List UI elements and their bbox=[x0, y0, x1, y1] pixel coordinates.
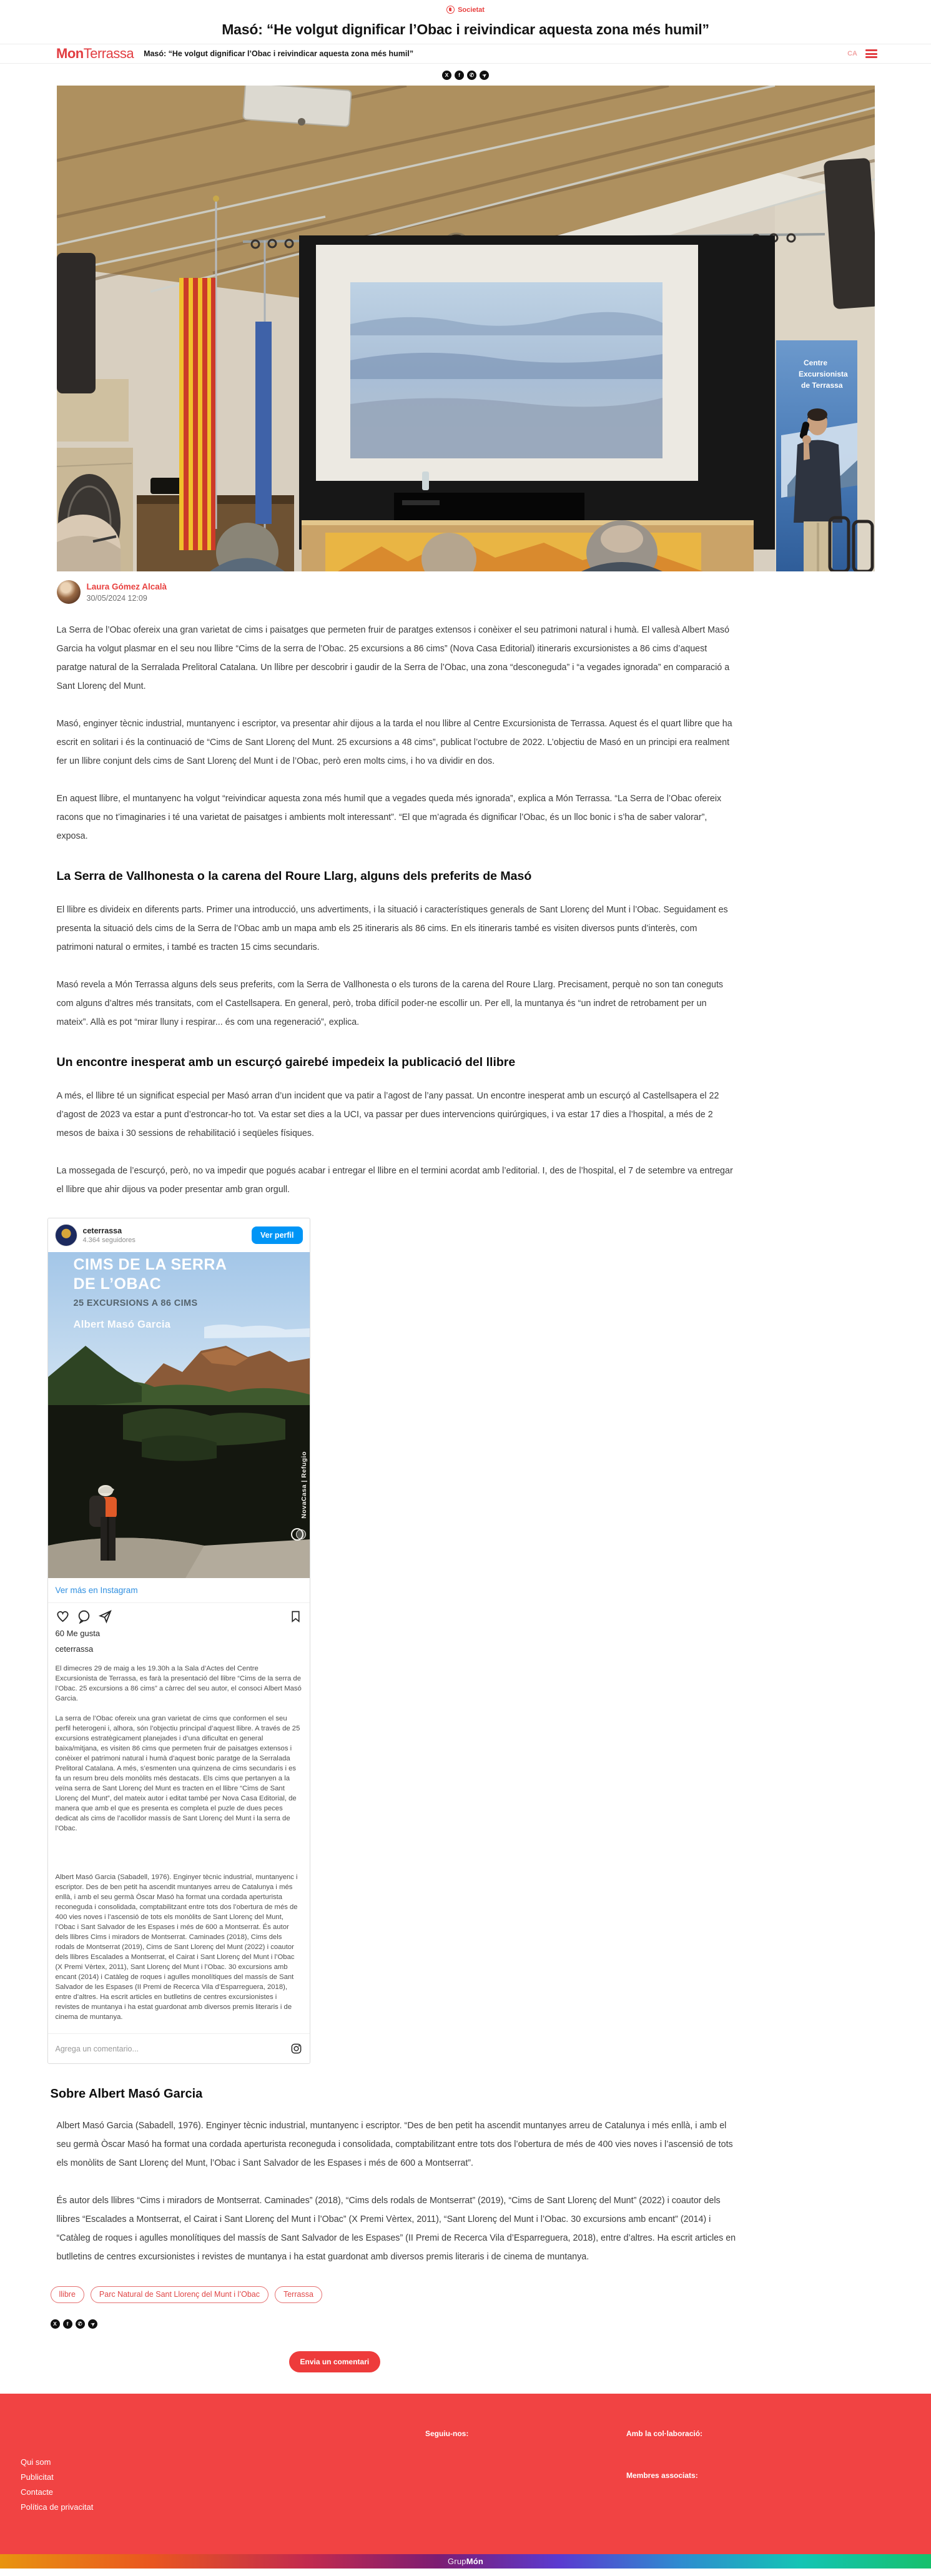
instagram-actions bbox=[48, 1603, 310, 1625]
navbar-article-title: Masó: “He volgut dignificar l’Obac i reivindicar aquesta zona més humil” bbox=[144, 49, 414, 58]
footer-collab-heading: Amb la col·laboració: bbox=[626, 2429, 703, 2438]
monterrassa-logo[interactable] bbox=[56, 46, 134, 62]
article-paragraph: En aquest llibre, el muntanyenc ha volgut “reivindicar aquesta zona més humil que a vegades queda més ignorada”, explica a Món Terrassa. “La Serra de l’Obac ofereix racons que no t’imaginaries i té una varietat de paisatges i ambients molt interessant”. “El que m’agrada és dignificar l’Obac, és un lloc bonic i s’ha de saber valorar”, exposa. bbox=[56, 794, 722, 841]
share-telegram-icon[interactable]: ➤ bbox=[480, 71, 489, 80]
comment-icon[interactable] bbox=[77, 1609, 91, 1624]
about-paragraph: És autor dels llibres “Cims i miradors de Montserrat. Caminades” (2018), “Cims dels rodals de Montserrat” (2019), “Cims de Sant Llorenç del Munt” (2022) i coautor dels llibres “Escalades a Montserrat, el Cairat i Sant Llorenç del Munt i l’Obac” (X Premi Vèrtex, 2011), “Sant Llorenç del Munt i l’Obac. 30 excursions amb encant” (2014) i “Catàleg de roques i agulles monolítiques del massís de Sant Salvador de les Espases” (II Premi de Recerca Vila d’Esparreguera, 2018), entre d’altres. Ha escrit articles en butlletins de centres excursionistes i revistes de muntanya i ha estat guardonat amb diversos premis literaris i de cinema de muntanya. bbox=[56, 2196, 736, 2262]
bottom-spacer bbox=[0, 2569, 931, 2576]
instagram-view-more-link[interactable]: Ver más en Instagram bbox=[48, 1578, 310, 1603]
tag-list bbox=[51, 2286, 875, 2303]
tag-llibre[interactable]: llibre bbox=[51, 2286, 84, 2303]
article-hero-photo bbox=[57, 86, 875, 571]
author-avatar[interactable] bbox=[57, 580, 81, 604]
instagram-comment-row bbox=[48, 2033, 310, 2063]
comment-input[interactable]: Agrega un comentario... bbox=[55, 2044, 139, 2053]
navbar-right bbox=[847, 49, 877, 58]
section-heading-escurco: Un encontre inesperat amb un escurçó gairebé impedeix la publicació del llibre bbox=[56, 1055, 516, 1069]
section-heading-vallhonesta: La Serra de Vallhonesta o la carena del Roure Llarg, alguns dels preferits de Masó bbox=[56, 869, 532, 883]
instagram-caption: La serra de l’Obac ofereix una gran varietat de cims que conformen el seu perfil heterogeni i, alhora, són l’objectiu principal d’aquest llibre. A través de 25 excursions estratègicament planejades i d’una dificultat en general baixa/mitjana, es visiten 86 cims que permeten fruir de paisatges extensos i conèixer el patrimoni natural i humà d’aquest bonic paratge de la Serralada Prelitoral Catalana. A més, s’esmenten una quinzena de cims secundaris i es fa un resum breu dels monòlits més destacats. Els cims que pertanyen a la veïna serra de Sant Llorenç del Munt es tracten en el llibre “Cims de Sant Llorenç del Munt”, del mateix autor i editat també per Nova Casa Editorial, de manera que amb el que es presenta es completa el puzle de dues peces dedicat als cims de l’acollidor massís de Sant Llorenç del Munt i la serra de l’Obac. bbox=[55, 1715, 300, 1832]
language-switcher[interactable]: CA bbox=[847, 50, 857, 57]
footer-members-heading: Membres associats: bbox=[626, 2471, 698, 2480]
article-paragraph: A més, el llibre té un significat especial per Masó arran d’un incident que va patir a l’agost de l’any passat. Un encontre inesperat amb un escurçó al Castellsapera el 22 d’agost de 2023 va estar a punt d’estroncar-ho tot. Va estar set dies a la UCI, va passar per dues intervencions quirúrgiques, i va estar 17 dies a l’hospital, a més de 2 mesos de baixa i 30 sessions de rehabilitació i seqüeles físiques. bbox=[56, 1091, 719, 1138]
instagram-caption: El dimecres 29 de maig a les 19.30h a la Sala d’Actes del Centre Excursionista de Terrassa, es farà la presentació del llibre “Cims de la serra de l’Obac. 25 excursions a 86 cims” a càrrec del seu autor, el consoci Albert Masó Garcia. bbox=[55, 1665, 302, 1702]
article-paragraph: La Serra de l’Obac ofereix una gran varietat de cims i paisatges que permeten fruir de paratges extensos i conèixer el seu patrimoni natural i humà. El vallesà Albert Masó Garcia ha volgut plasmar en el seu nou llibre “Cims de la serra de l’Obac. 25 excursions a 86 cims” (Nova Casa Editorial) itineraris excursionistes a 86 cims d’aquest paratge natural de la Serralada Prelitoral Catalana. Un llibre per descobrir i gaudir de la Serra de l’Obac, una zona “desconeguda” i “a vegades ignorada” en comparació a Sant Llorenç del Munt. bbox=[56, 625, 730, 691]
cover-author: Albert Masó Garcia bbox=[73, 1319, 171, 1330]
like-heart-icon[interactable] bbox=[56, 1609, 70, 1624]
societat-logo-icon bbox=[446, 6, 455, 14]
top-strip bbox=[0, 0, 931, 38]
cover-title: CIMS DE LA SERRA DE L’OBAC bbox=[73, 1256, 227, 1293]
banner-text-line3: de Terrassa bbox=[800, 381, 842, 390]
share-row-bottom bbox=[51, 2319, 875, 2329]
page-title: Masó: “He volgut dignificar l’Obac i reivindicar aquesta zona més humil” bbox=[222, 21, 709, 37]
publisher-logo-icon bbox=[296, 1529, 306, 1539]
share-facebook-icon[interactable]: f bbox=[63, 2319, 72, 2329]
instagram-embed bbox=[47, 1218, 310, 2064]
grupmon-bar bbox=[0, 2554, 931, 2569]
article-body bbox=[50, 621, 875, 2372]
instagram-embed-header bbox=[48, 1218, 310, 1252]
author-name[interactable]: Laura Gómez Alcalà bbox=[86, 581, 167, 591]
logo-terrassa: Terrassa bbox=[83, 46, 134, 61]
about-heading: Sobre Albert Masó Garcia bbox=[50, 2087, 203, 2101]
cover-watermark: NovaCasa | Refugio bbox=[300, 1451, 308, 1519]
footer-link-privacitat[interactable]: Política de privacitat bbox=[21, 2502, 94, 2512]
article-paragraph: Masó, enginyer tècnic industrial, muntanyenc i escriptor, va presentar ahir dijous a la tarda el nou llibre al Centre Excursionista de Terrassa. Aquest és el quart llibre que ha escrit en solitari i és la continuació de “Cims de Sant Llorenç del Munt. 25 excursions a 48 cims”, publicat l’octubre de 2022. L’objectiu de Masó en un principi era realment fer un llibre conjunt dels cims de Sant Llorenç del Munt i de l’Obac, però eren molts cims, i ho va dividir en dos. bbox=[56, 719, 732, 766]
instagram-followers: 4.364 seguidores bbox=[82, 1236, 135, 1244]
share-facebook-icon[interactable]: f bbox=[455, 71, 464, 80]
menu-hamburger-icon[interactable] bbox=[865, 49, 877, 58]
banner-text-line2: Excursionista bbox=[798, 370, 848, 378]
tag-terrassa[interactable]: Terrassa bbox=[275, 2286, 322, 2303]
grupmon-logo[interactable]: GrupMón bbox=[447, 2557, 483, 2566]
article-paragraph: El llibre es divideix en diferents parts. Primer una introducció, uns advertiments, i la situació i característiques generals de Sant Llorenç del Munt i l’Obac. Seguidament es presenta la situació dels cims de la Serra de l’Obac amb un mapa amb els 25 itineraris als 86 cims. En els itineraris també es visiten diversos punts d’interès, com patrimoni natural o ermites, i també es tracten 15 cims secundaris. bbox=[56, 905, 728, 952]
share-telegram-icon[interactable]: ➤ bbox=[88, 2319, 97, 2329]
category-link[interactable] bbox=[446, 6, 485, 14]
share-row-top bbox=[0, 71, 931, 80]
instagram-username[interactable]: ceterrassa bbox=[82, 1226, 122, 1235]
footer-links bbox=[21, 2455, 93, 2515]
article-paragraph: La mossegada de l’escurçó, però, no va impedir que pogués acabar i entregar el llibre en el termini acordat amb l’editorial. I, des de l’hospital, el 7 de setembre va entregar el llibre que ahir dijous va poder presentar amb gran orgull. bbox=[56, 1166, 733, 1195]
share-x-icon[interactable]: X bbox=[51, 2319, 60, 2329]
bookmark-icon[interactable] bbox=[289, 1610, 302, 1623]
share-whatsapp-icon[interactable]: ✆ bbox=[467, 71, 476, 80]
share-plane-icon[interactable] bbox=[98, 1609, 112, 1624]
instagram-caption: Albert Masó Garcia (Sabadell, 1976). Enginyer tècnic industrial, muntanyenc i escriptor. Des de ben petit ha ascendit muntanyes arreu de Catalunya i més enllà, i amb el seu germà Òscar Masó ha format una cordada aperturista reconeguda i consolidada, comptabilitzant entre tots dos l’obertura de més de 400 vies noves i l’ascensió de tots els monòlits de Sant Llorenç del Munt, l’Obac i Sant Salvador de les Espases i més de 600 a Montserrat. És autor dels llibres Cims i miradors de Montserrat. Caminades (2018), Cims dels rodals de Montserrat (2019), Cims de Sant Llorenç del Munt (2022) i coautor dels llibres Escalades a Montserrat, el Cairat i Sant Llorenç del Munt i l’Obac (X Premi Vèrtex, 2011), Sant Llorenç del Munt i l’Obac. 30 excursions amb encant (2014) i Catàleg de roques i agulles monolítiques del massís de Sant Salvador de les Espases (II Premi de Recerca Vila d’Esparreguera, 2018), entre d’altres. Ha escrit articles en butlletins de centres excursionistes i revistes de muntanya i ha estat guardonat amb diversos premis literaris i de cinema de muntanya. bbox=[55, 1873, 298, 2021]
instagram-logo-icon[interactable] bbox=[290, 2043, 302, 2055]
share-x-icon[interactable]: X bbox=[442, 71, 451, 80]
logo-mon: Mon bbox=[56, 46, 84, 61]
article-paragraph: Masó revela a Món Terrassa alguns dels seus preferits, com la Serra de Vallhonesta o els turons de la carena del Roure Llarg. Precisament, perquè no son tan coneguts com alguns d’altres més transitats, com el Castellsapera. En general, però, troba difícil poder-ne escollir un. Per ell, la muntanya és “un indret de retrobament per un mateix”. Allà es pot “mirar lluny i respirar... és com una regeneració”, explica. bbox=[56, 980, 724, 1027]
category-label: Societat bbox=[458, 6, 485, 14]
footer-link-qui-som[interactable]: Qui som bbox=[21, 2457, 51, 2467]
footer bbox=[0, 2394, 931, 2554]
footer-link-publicitat[interactable]: Publicitat bbox=[21, 2472, 54, 2482]
publish-date: 30/05/2024 12:09 bbox=[86, 593, 147, 603]
tag-parc-natural[interactable]: Parc Natural de Sant Llorenç del Munt i l’Obac bbox=[91, 2286, 268, 2303]
about-paragraph: Albert Masó Garcia (Sabadell, 1976). Enginyer tècnic industrial, muntanyenc i escriptor. “Des de ben petit ha ascendit muntanyes arreu de Catalunya i més enllà, i amb el seu germà Òscar Masó ha format una cordada aperturista reconeguda i consolidada, comptabilitzant entre tots dos l’obertura de més de 400 vies noves i l’ascensió de tots els monòlits de Sant Llorenç del Munt, l’Obac i Sant Salvador de les Espases i més de 600 a Montserrat”. bbox=[56, 2121, 733, 2168]
banner-text-line1: Centre bbox=[803, 358, 827, 367]
byline bbox=[57, 580, 875, 604]
instagram-caption-username[interactable]: ceterrassa bbox=[55, 1644, 94, 1654]
instagram-post-image[interactable] bbox=[48, 1252, 310, 1578]
navbar bbox=[0, 44, 931, 64]
send-comment-button[interactable]: Envia un comentari bbox=[289, 2351, 381, 2372]
cover-subtitle: 25 EXCURSIONS A 86 CIMS bbox=[73, 1298, 198, 1308]
about-section bbox=[50, 2086, 875, 2266]
footer-follow-heading: Seguiu-nos: bbox=[425, 2429, 469, 2438]
footer-link-contacte[interactable]: Contacte bbox=[21, 2487, 54, 2497]
instagram-avatar[interactable] bbox=[55, 1224, 77, 1246]
instagram-view-profile-button[interactable]: Ver perfil bbox=[252, 1226, 303, 1244]
share-whatsapp-icon[interactable]: ✆ bbox=[76, 2319, 85, 2329]
instagram-likes[interactable]: 60 Me gusta bbox=[55, 1629, 101, 1638]
